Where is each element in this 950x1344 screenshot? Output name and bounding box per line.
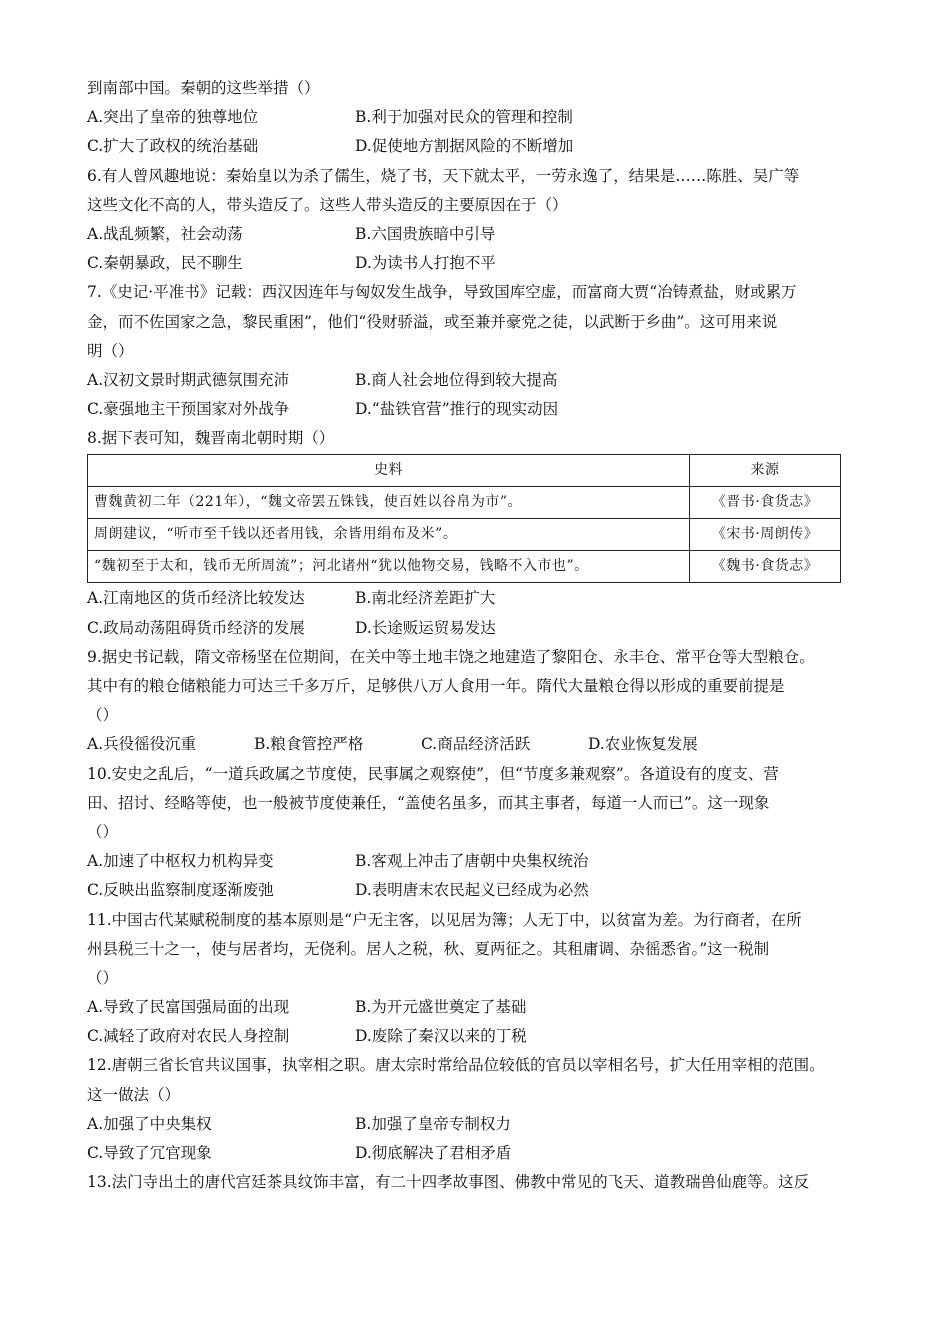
question-6-options-ab	[87, 220, 877, 249]
option-a[interactable]: A.战乱频繁，社会动荡	[87, 224, 243, 243]
question-8-options-ab	[87, 584, 877, 613]
option-d[interactable]: D.表明唐末农民起义已经成为必然	[355, 881, 589, 900]
question-12-stem-end: 这一做法（）	[87, 1085, 181, 1104]
table-cell-material: “魏初至于太和，钱币无所周流”；河北诸州“犹以他物交易，钱略不入市也”。	[88, 551, 690, 583]
option-b[interactable]: B.加强了皇帝专制权力	[355, 1114, 511, 1133]
option-c[interactable]: C.导致了冗官现象	[87, 1144, 212, 1162]
table-cell-material: 周朗建议，“听市至千钱以还者用钱，余皆用绢布及米”。	[88, 519, 690, 551]
question-11-options-cd	[87, 1022, 877, 1051]
table-cell-material: 曹魏黄初二年（221年），“魏文帝罢五铢钱，使百姓以谷帛为市”。	[88, 487, 690, 519]
table-cell-source: 《魏书·食货志》	[690, 551, 841, 583]
option-b[interactable]: B.粮食管控严格	[254, 735, 364, 754]
question-10-options-ab	[87, 847, 877, 876]
option-a[interactable]: A.汉初文景时期武德氛围充沛	[87, 370, 290, 389]
table-cell-source: 《宋书·周朗传》	[690, 519, 841, 551]
option-c[interactable]: C.政局动荡阻碍货币经济的发展	[87, 618, 305, 637]
question-10-stem: 10.安史之乱后，“一道兵政属之节度使，民事属之观察使”，但“节度多兼观察”。各道设有的度支、营	[87, 764, 779, 783]
option-b[interactable]: B.南北经济差距扩大	[355, 589, 496, 608]
question-10-stem-cont: 田、招讨、经略等使，也一般被节度使兼任，“盖使名虽多，而其主事者，每道一人而已”。这一现象	[87, 793, 770, 812]
question-11-stem: 11.中国古代某赋税制度的基本原则是“户无主客，以见居为簿；人无丁中，以贫富为差。为行商者，在所	[87, 910, 802, 929]
question-6-options-cd	[87, 249, 877, 278]
question-9-stem-cont: 其中有的粮仓储粮能力可达三千多万斤，足够供八万人食用一年。隋代大量粮仓得以形成的重要前提是	[87, 677, 785, 695]
question-11-stem-cont: 州县税三十之一，使与居者均，无侥利。居人之税，秋、夏两征之。其租庸调、杂徭悉省。”这一税制	[87, 939, 770, 958]
option-d[interactable]: D.废除了秦汉以来的丁税	[355, 1027, 527, 1046]
table-row	[88, 487, 841, 519]
option-c[interactable]: C.扩大了政权的统治基础	[87, 137, 259, 156]
question-11-stem-end: （）	[87, 968, 119, 987]
table-row	[88, 551, 841, 583]
question-7-options-ab	[87, 366, 877, 395]
source-table	[87, 454, 841, 583]
option-a[interactable]: A.江南地区的货币经济比较发达	[87, 589, 305, 608]
question-12-options-ab	[87, 1110, 877, 1139]
question-5-options-ab	[87, 103, 877, 132]
question-8-options-cd	[87, 614, 877, 643]
question-10-options-cd	[87, 876, 877, 905]
question-7-options-cd	[87, 395, 877, 424]
table-row	[88, 519, 841, 551]
option-b[interactable]: B.为开元盛世奠定了基础	[355, 998, 527, 1017]
option-d[interactable]: D.彻底解决了君相矛盾	[355, 1144, 512, 1162]
option-c[interactable]: C.商品经济活跃	[421, 735, 531, 754]
option-b[interactable]: B.利于加强对民众的管理和控制	[355, 108, 573, 127]
table-header-source: 来源	[690, 455, 841, 487]
option-a[interactable]: A.加速了中枢权力机构异变	[87, 852, 274, 871]
question-9-stem: 9.据史书记载，隋文帝杨坚在位期间，在关中等土地丰饶之地建造了黎阳仓、永丰仓、常平仓等大型粮仓。	[87, 647, 815, 666]
option-a[interactable]: A.加强了中央集权	[87, 1114, 212, 1133]
option-b[interactable]: B.商人社会地位得到较大提高	[355, 370, 558, 389]
option-d[interactable]: D.促使地方割据风险的不断增加	[355, 137, 574, 156]
option-c[interactable]: C.反映出监察制度逐渐废弛	[87, 881, 274, 900]
option-d[interactable]: D.为读书人打抱不平	[355, 254, 496, 273]
table-header-material: 史料	[88, 455, 690, 487]
question-7-stem-end: 明（）	[87, 341, 134, 360]
option-a[interactable]: A.导致了民富国强局面的出现	[87, 998, 290, 1017]
question-6-stem: 6.有人曾风趣地说：秦始皇以为杀了儒生，烧了书，天下就太平，一劳永逸了，结果是……陈胜、吴广等	[87, 166, 800, 185]
question-6-stem-cont: 这些文化不高的人，带头造反了。这些人带头造反的主要原因在于（）	[87, 195, 568, 214]
question-7-stem-cont: 金，而不佐国家之急，黎民重困”，他们“役财骄溢，或至兼并豪党之徒，以武断于乡曲”。这可用来说	[87, 312, 778, 331]
question-7-stem: 7.《史记·平准书》记载：西汉因连年与匈奴发生战争，导致国库空虚，而富商大贾“冶铸煮盐，财或累万	[87, 283, 797, 302]
question-5-options-cd	[87, 132, 877, 161]
option-d[interactable]: D.“盐铁官营”推行的现实动因	[355, 400, 559, 419]
option-a[interactable]: A.兵役徭役沉重	[87, 735, 197, 754]
table-cell-source: 《晋书·食货志》	[690, 487, 841, 519]
question-11-options-ab	[87, 993, 877, 1022]
question-12-stem: 12.唐朝三省长官共议国事，执宰相之职。唐太宗时常给品位较低的官员以宰相名号，扩大任用宰相的范围。	[87, 1056, 825, 1075]
exam-page	[87, 74, 877, 1197]
option-c[interactable]: C.秦朝暴政，民不聊生	[87, 254, 243, 273]
question-12-options-cd	[87, 1139, 877, 1168]
option-c[interactable]: C.豪强地主干预国家对外战争	[87, 400, 290, 419]
question-5-stem-end: 到南部中国。秦朝的这些举措（）	[87, 79, 320, 97]
question-10-stem-end: （）	[87, 822, 119, 841]
question-13-stem: 13.法门寺出土的唐代宫廷茶具纹饰丰富，有二十四孝故事图、佛教中常见的飞天、道教瑞兽仙鹿等。这反	[87, 1173, 810, 1192]
option-d[interactable]: D.农业恢复发展	[588, 735, 698, 754]
option-c[interactable]: C.减轻了政府对农民人身控制	[87, 1027, 290, 1046]
question-9-stem-end: （）	[87, 706, 119, 725]
table-header-row	[88, 455, 841, 487]
option-b[interactable]: B.六国贵族暗中引导	[355, 224, 496, 243]
option-a[interactable]: A.突出了皇帝的独尊地位	[87, 108, 259, 127]
option-d[interactable]: D.长途贩运贸易发达	[355, 618, 496, 637]
question-8-stem: 8.据下表可知，魏晋南北朝时期（）	[87, 429, 335, 448]
option-b[interactable]: B.客观上冲击了唐朝中央集权统治	[355, 852, 589, 871]
question-9-options	[87, 730, 877, 759]
